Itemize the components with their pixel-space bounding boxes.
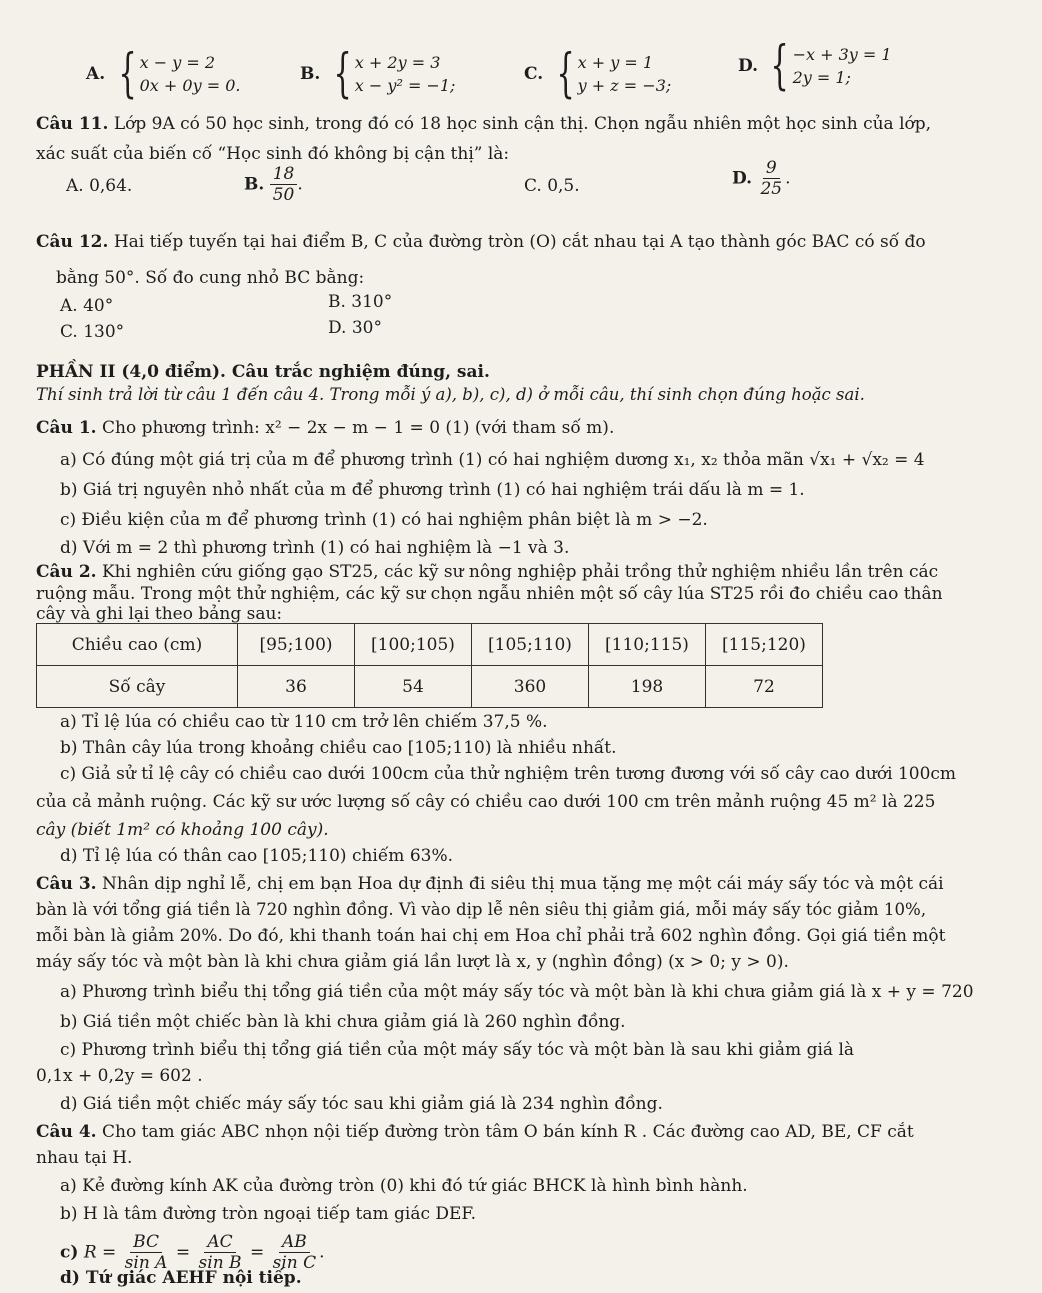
c3-line1: Câu 3. Nhân dịp nghỉ lễ, chị em bạn Hoa dự định đi siêu thị mua tặng mẹ một cái máy sấy tóc và một cái (36, 874, 944, 894)
q10-option-d: D. { −x + 3y = 1 2y = 1; (738, 36, 892, 96)
table-cell: 36 (238, 666, 355, 708)
q10-option-a: A. { x − y = 2 0x + 0y = 0. (86, 44, 241, 104)
q12-option-d: D. 30° (328, 318, 382, 338)
c3-line2: bàn là với tổng giá tiền là 720 nghìn đồng. Vì vào dịp lễ nên siêu thị giảm giá, mỗi máy sấy tóc giảm 10%, (36, 900, 927, 919)
q12-option-c: C. 130° (60, 322, 125, 342)
table-cell: [105;110) (472, 624, 589, 666)
q12-line1: Câu 12. Hai tiếp tuyến tại hai điểm B, C của đường tròn (O) cắt nhau tại A tạo thành góc BAC có số đo (36, 232, 926, 252)
q12-line2: bằng 50°. Số đo cung nhỏ BC bằng: (56, 268, 365, 288)
table-cell: [110;115) (589, 624, 706, 666)
c2-item-b: b) Thân cây lúa trong khoảng chiều cao [105;110) là nhiều nhất. (60, 738, 617, 758)
c2-item-c-line3: cây (biết 1m² có khoảng 100 cây). (36, 820, 329, 840)
brace-icon: { (556, 44, 575, 104)
table-cell: [95;100) (238, 624, 355, 666)
brace-icon: { (770, 36, 790, 96)
c4-item-a: a) Kẻ đường kính AK của đường tròn (0) khi đó tứ giác BHCK là hình bình hành. (60, 1176, 748, 1196)
c3-line4: máy sấy tóc và một bàn là khi chưa giảm giá lần lượt là x, y (nghìn đồng) (x > 0; y > 0). (36, 952, 789, 972)
table-cell: [100;105) (355, 624, 472, 666)
q11-option-a: A. 0,64. (66, 176, 133, 196)
brace-icon: { (333, 44, 352, 104)
c4-line2: nhau tại H. (36, 1148, 133, 1168)
q11-option-c: C. 0,5. (524, 176, 580, 196)
part2-heading: PHẦN II (4,0 điểm). Câu trắc nghiệm đúng, sai. (36, 362, 490, 382)
c2-item-c-line2: của cả mảnh ruộng. Các kỹ sư ước lượng số cây có chiều cao dưới 100 cm trên mảnh ruộng 45 m² là 225 (36, 792, 936, 812)
q11-option-b: B. $\frac{18}{50}$ . (244, 164, 303, 205)
c2-line1: Câu 2. Khi nghiên cứu giống gạo ST25, các kỹ sư nông nghiệp phải trồng thử nghiệm nhiều lần trên các (36, 562, 939, 582)
c1-stem: Câu 1. Cho phương trình: x² − 2x − m − 1 = 0 (1) (với tham số m). (36, 418, 615, 438)
q10-option-b: B. { x + 2y = 3 x − y² = −1; (300, 44, 456, 104)
part2-instruction: Thí sinh trả lời từ câu 1 đến câu 4. Trong mỗi ý a), b), c), d) ở mỗi câu, thí sinh chọn đúng hoặc sai. (36, 385, 865, 404)
c3-item-a: a) Phương trình biểu thị tổng giá tiền của một máy sấy tóc và một bàn là khi chưa giảm giá là x + y = 720 (60, 982, 974, 1002)
c1-item-c: c) Điều kiện của m để phương trình (1) có hai nghiệm phân biệt là m > −2. (60, 510, 708, 530)
c2-item-c-line1: c) Giả sử tỉ lệ cây có chiều cao dưới 100cm của thử nghiệm trên tương đương với số cây cao dưới 100cm (60, 764, 957, 784)
c1-item-a: a) Có đúng một giá trị của m để phương trình (1) có hai nghiệm dương x₁, x₂ thỏa mãn √x₁ + √x₂ = 4 (60, 450, 925, 470)
table-row (37, 624, 823, 666)
c3-line3: mỗi bàn là giảm 20%. Do đó, khi thanh toán hai chị em Hoa chỉ phải trả 602 nghìn đồng. Gọi giá tiền một (36, 926, 946, 946)
q12-option-b: B. 310° (328, 292, 393, 312)
height-table (36, 623, 823, 708)
table-cell: [115;120) (706, 624, 823, 666)
c4-item-d: d) Tứ giác AEHF nội tiếp. (60, 1268, 302, 1288)
q10-option-c: C. { x + y = 1 y + z = −3; (524, 44, 672, 104)
c2-item-d: d) Tỉ lệ lúa có thân cao [105;110) chiếm 63%. (60, 846, 454, 866)
c2-line3: cây và ghi lại theo bảng sau: (36, 604, 283, 624)
table-header-count: Số cây (37, 666, 238, 708)
c3-item-c-line1: c) Phương trình biểu thị tổng giá tiền của một máy sấy tóc và một bàn là sau khi giảm giá là (60, 1040, 855, 1060)
c4-item-b: b) H là tâm đường tròn ngoại tiếp tam giác DEF. (60, 1204, 476, 1224)
brace-icon: { (117, 44, 137, 104)
c3-item-d: d) Giá tiền một chiếc máy sấy tóc sau khi giảm giá là 234 nghìn đồng. (60, 1094, 663, 1114)
c3-item-b: b) Giá tiền một chiếc bàn là khi chưa giảm giá là 260 nghìn đồng. (60, 1012, 626, 1032)
c2-item-a: a) Tỉ lệ lúa có chiều cao từ 110 cm trở lên chiếm 37,5 %. (60, 712, 548, 732)
q11-option-d: D. $\frac{9}{25}$ . (732, 158, 791, 199)
c3-item-c-line2: 0,1x + 0,2y = 602 . (36, 1066, 203, 1086)
table-header-height: Chiều cao (cm) (37, 624, 238, 666)
q11-line1: Câu 11. Lớp 9A có 50 học sinh, trong đó có 18 học sinh cận thị. Chọn ngẫu nhiên một học sinh của lớp, (36, 114, 932, 134)
q12-option-a: A. 40° (60, 296, 114, 316)
c4-line1: Câu 4. Cho tam giác ABC nhọn nội tiếp đường tròn tâm O bán kính R . Các đường cao AD, BE, CF cắt (36, 1122, 914, 1142)
q11-line2: xác suất của biến cố “Học sinh đó không bị cận thị” là: (36, 144, 510, 164)
c1-item-d: d) Với m = 2 thì phương trình (1) có hai nghiệm là −1 và 3. (60, 538, 570, 558)
table-cell: 360 (472, 666, 589, 708)
c2-line2: ruộng mẫu. Trong một thử nghiệm, các kỹ sư chọn ngẫu nhiên một số cây lúa ST25 rồi đo chiều cao thân (36, 584, 943, 604)
table-cell: 198 (589, 666, 706, 708)
table-cell: 72 (706, 666, 823, 708)
c1-item-b: b) Giá trị nguyên nhỏ nhất của m để phương trình (1) có hai nghiệm trái dấu là m = 1. (60, 480, 805, 500)
c4-item-c: c) R = $\frac{BC}{\text{sin A}}$ = $\frac{AC}{\text{sin B}}$ = $\frac{AB}{\text{sin C}}$ . (60, 1232, 325, 1273)
table-row (37, 666, 823, 708)
table-cell: 54 (355, 666, 472, 708)
